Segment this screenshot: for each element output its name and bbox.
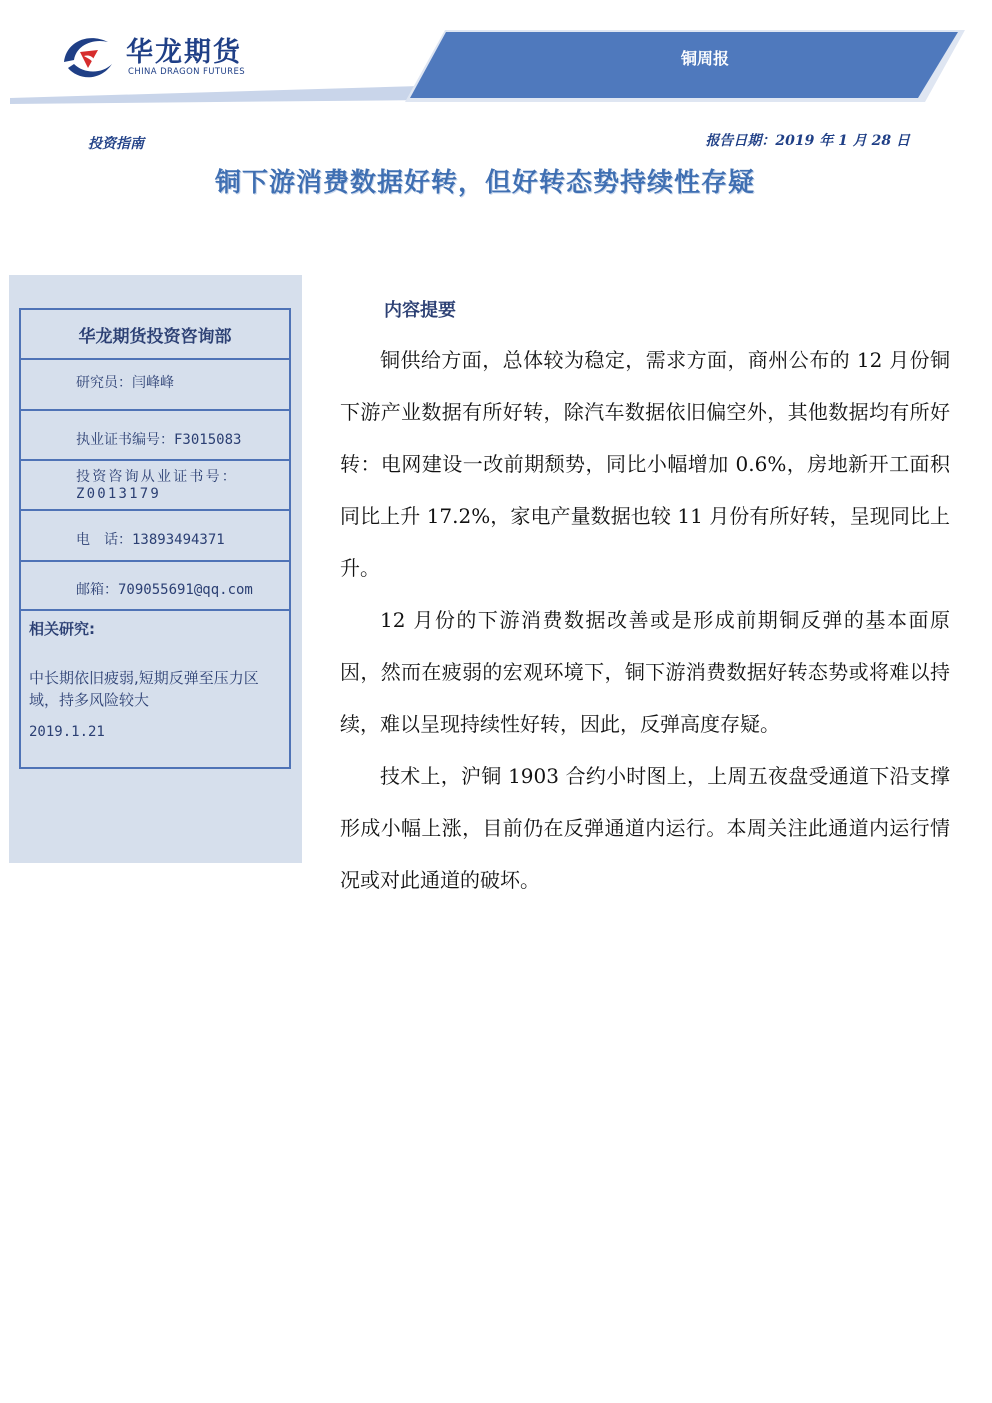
summary-paragraph: 技术上，沪铜 1903 合约小时图上，上周五夜盘受通道下沿支撑形成小幅上涨，目前仍在反弹通道内运行。本周关注此通道内运行情况或对此通道的破坏。 bbox=[340, 764, 950, 892]
email-address: 邮箱：709055691@qq.com bbox=[21, 562, 289, 611]
consult-license-number: 投资咨询从业证书号：Z0013179 bbox=[21, 461, 289, 511]
dragon-logo-icon bbox=[58, 28, 116, 86]
related-research-label: 相关研究: bbox=[29, 620, 95, 638]
page-header bbox=[0, 0, 992, 110]
summary-heading: 内容提要 bbox=[384, 300, 456, 321]
report-title: 铜下游消费数据好转，但好转态势持续性存疑 bbox=[214, 168, 755, 198]
summary-paragraph: 12 月份的下游消费数据改善或是形成前期铜反弹的基本面原因，然而在疲弱的宏观环境下，铜下游消费数据好转态势或将难以持续，难以呈现持续性好转，因此，反弹高度存疑。 bbox=[340, 608, 950, 736]
related-research-title: 中长期依旧疲弱,短期反弹至压力区域，持多风险较大 bbox=[29, 669, 259, 709]
summary-paragraph: 铜供给方面，总体较为稳定，需求方面，商州公布的 12 月份铜下游产业数据有所好转，除汽车数据依旧偏空外，其他数据均有所好转：电网建设一改前期颓势，同比小幅增加 0.6%，房地新开工面积同比上升 17.2%，家电产量数据也较 11 月份有所好转，呈现同比上升。 bbox=[340, 348, 950, 580]
analyst-info-box bbox=[19, 308, 291, 769]
department-name: 华龙期货投资咨询部 bbox=[21, 310, 289, 360]
license-number: 执业证书编号：F3015083 bbox=[21, 411, 289, 461]
summary-body bbox=[340, 334, 950, 906]
phone-number: 电 话：13893494371 bbox=[21, 511, 289, 562]
researcher-name: 研究员：闫峰峰 bbox=[21, 360, 289, 411]
report-date: 报告日期：2019 年 1 月 28 日 bbox=[705, 133, 910, 149]
logo-text-en: CHINA DRAGON FUTURES bbox=[128, 67, 246, 77]
header-underline-band bbox=[10, 86, 430, 104]
section-tag: 投资指南 bbox=[88, 136, 144, 152]
report-type-label: 铜周报 bbox=[680, 49, 729, 68]
related-research-date: 2019.1.21 bbox=[29, 724, 105, 740]
logo-text-cn: 华龙期货 bbox=[126, 37, 242, 68]
